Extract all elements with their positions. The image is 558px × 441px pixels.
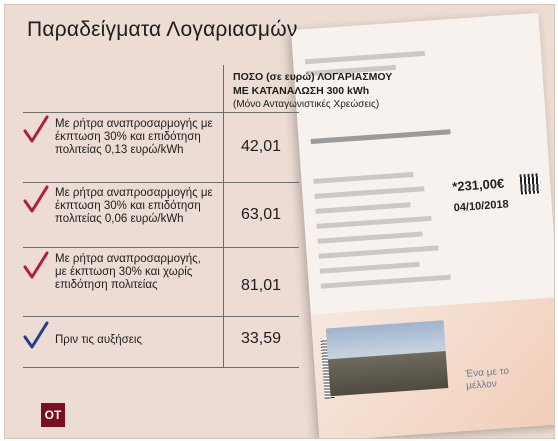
bill-photo: [326, 320, 448, 396]
row-label: Πριν τις αυξήσεις: [55, 334, 142, 346]
bill-text-line: [317, 216, 432, 229]
table-header-note: (Μόνο Ανταγωνιστικές Χρεώσεις): [233, 99, 380, 110]
table-header: [233, 70, 403, 112]
bill-tagline: Ένα με το μέλλον: [464, 365, 510, 392]
bill-text-line: [319, 245, 439, 258]
row-label: Με ρήτρα αναπροσαρμογής με έκπτωση 30% και επιδότηση πολιτείας 0,13 ευρώ/kWh: [55, 118, 213, 156]
bill-date: 04/10/2018: [453, 198, 510, 215]
qr-code-icon: [520, 173, 541, 194]
checkmark-icon: [23, 115, 49, 145]
bill-text-line: [314, 186, 424, 199]
bill-text-line: [320, 262, 420, 274]
slide: [4, 4, 555, 439]
page-title: Παραδείγματα Λογαριασμών: [27, 18, 298, 41]
row-value: 33,59: [241, 330, 282, 347]
checkmark-icon: [23, 321, 49, 351]
bill-text-line: [313, 172, 413, 184]
ot-logo: OT: [41, 403, 65, 427]
table-divider: [23, 182, 299, 183]
bill-text-line: [321, 275, 451, 289]
bill-barcode-strip: [311, 129, 451, 144]
checkmark-icon: [23, 185, 49, 215]
row-value: 42,01: [241, 138, 282, 155]
table-divider-vertical: [223, 65, 224, 367]
bill-text-line: [318, 231, 423, 243]
row-value: 81,01: [241, 277, 282, 294]
table-divider: [23, 112, 299, 113]
bill-text-line: [315, 202, 410, 214]
row-label: Με ρήτρα αναπροσαρμογής με έκπτωση 30% και επιδότηση πολιτείας 0,06 ευρώ/kWh: [55, 187, 213, 225]
row-label: Με ρήτρα αναπροσαρμογής, με έκπτωση 30% και χωρίς επιδότηση πολιτείας: [55, 253, 201, 291]
checkmark-icon: [23, 251, 49, 281]
bill-text-line: [305, 51, 425, 64]
table-divider: [23, 316, 299, 317]
table-header-title: ΠΟΣΟ (σε ευρώ) ΛΟΓΑΡΙΑΣΜΟΥ ΜΕ ΚΑΤΑΝΑΛΩΣΗ 300 kWh: [233, 71, 393, 97]
bill-amount: *231,00€: [451, 175, 505, 195]
row-value: 63,01: [241, 206, 282, 223]
table-divider: [23, 247, 299, 248]
table-divider: [23, 367, 299, 368]
